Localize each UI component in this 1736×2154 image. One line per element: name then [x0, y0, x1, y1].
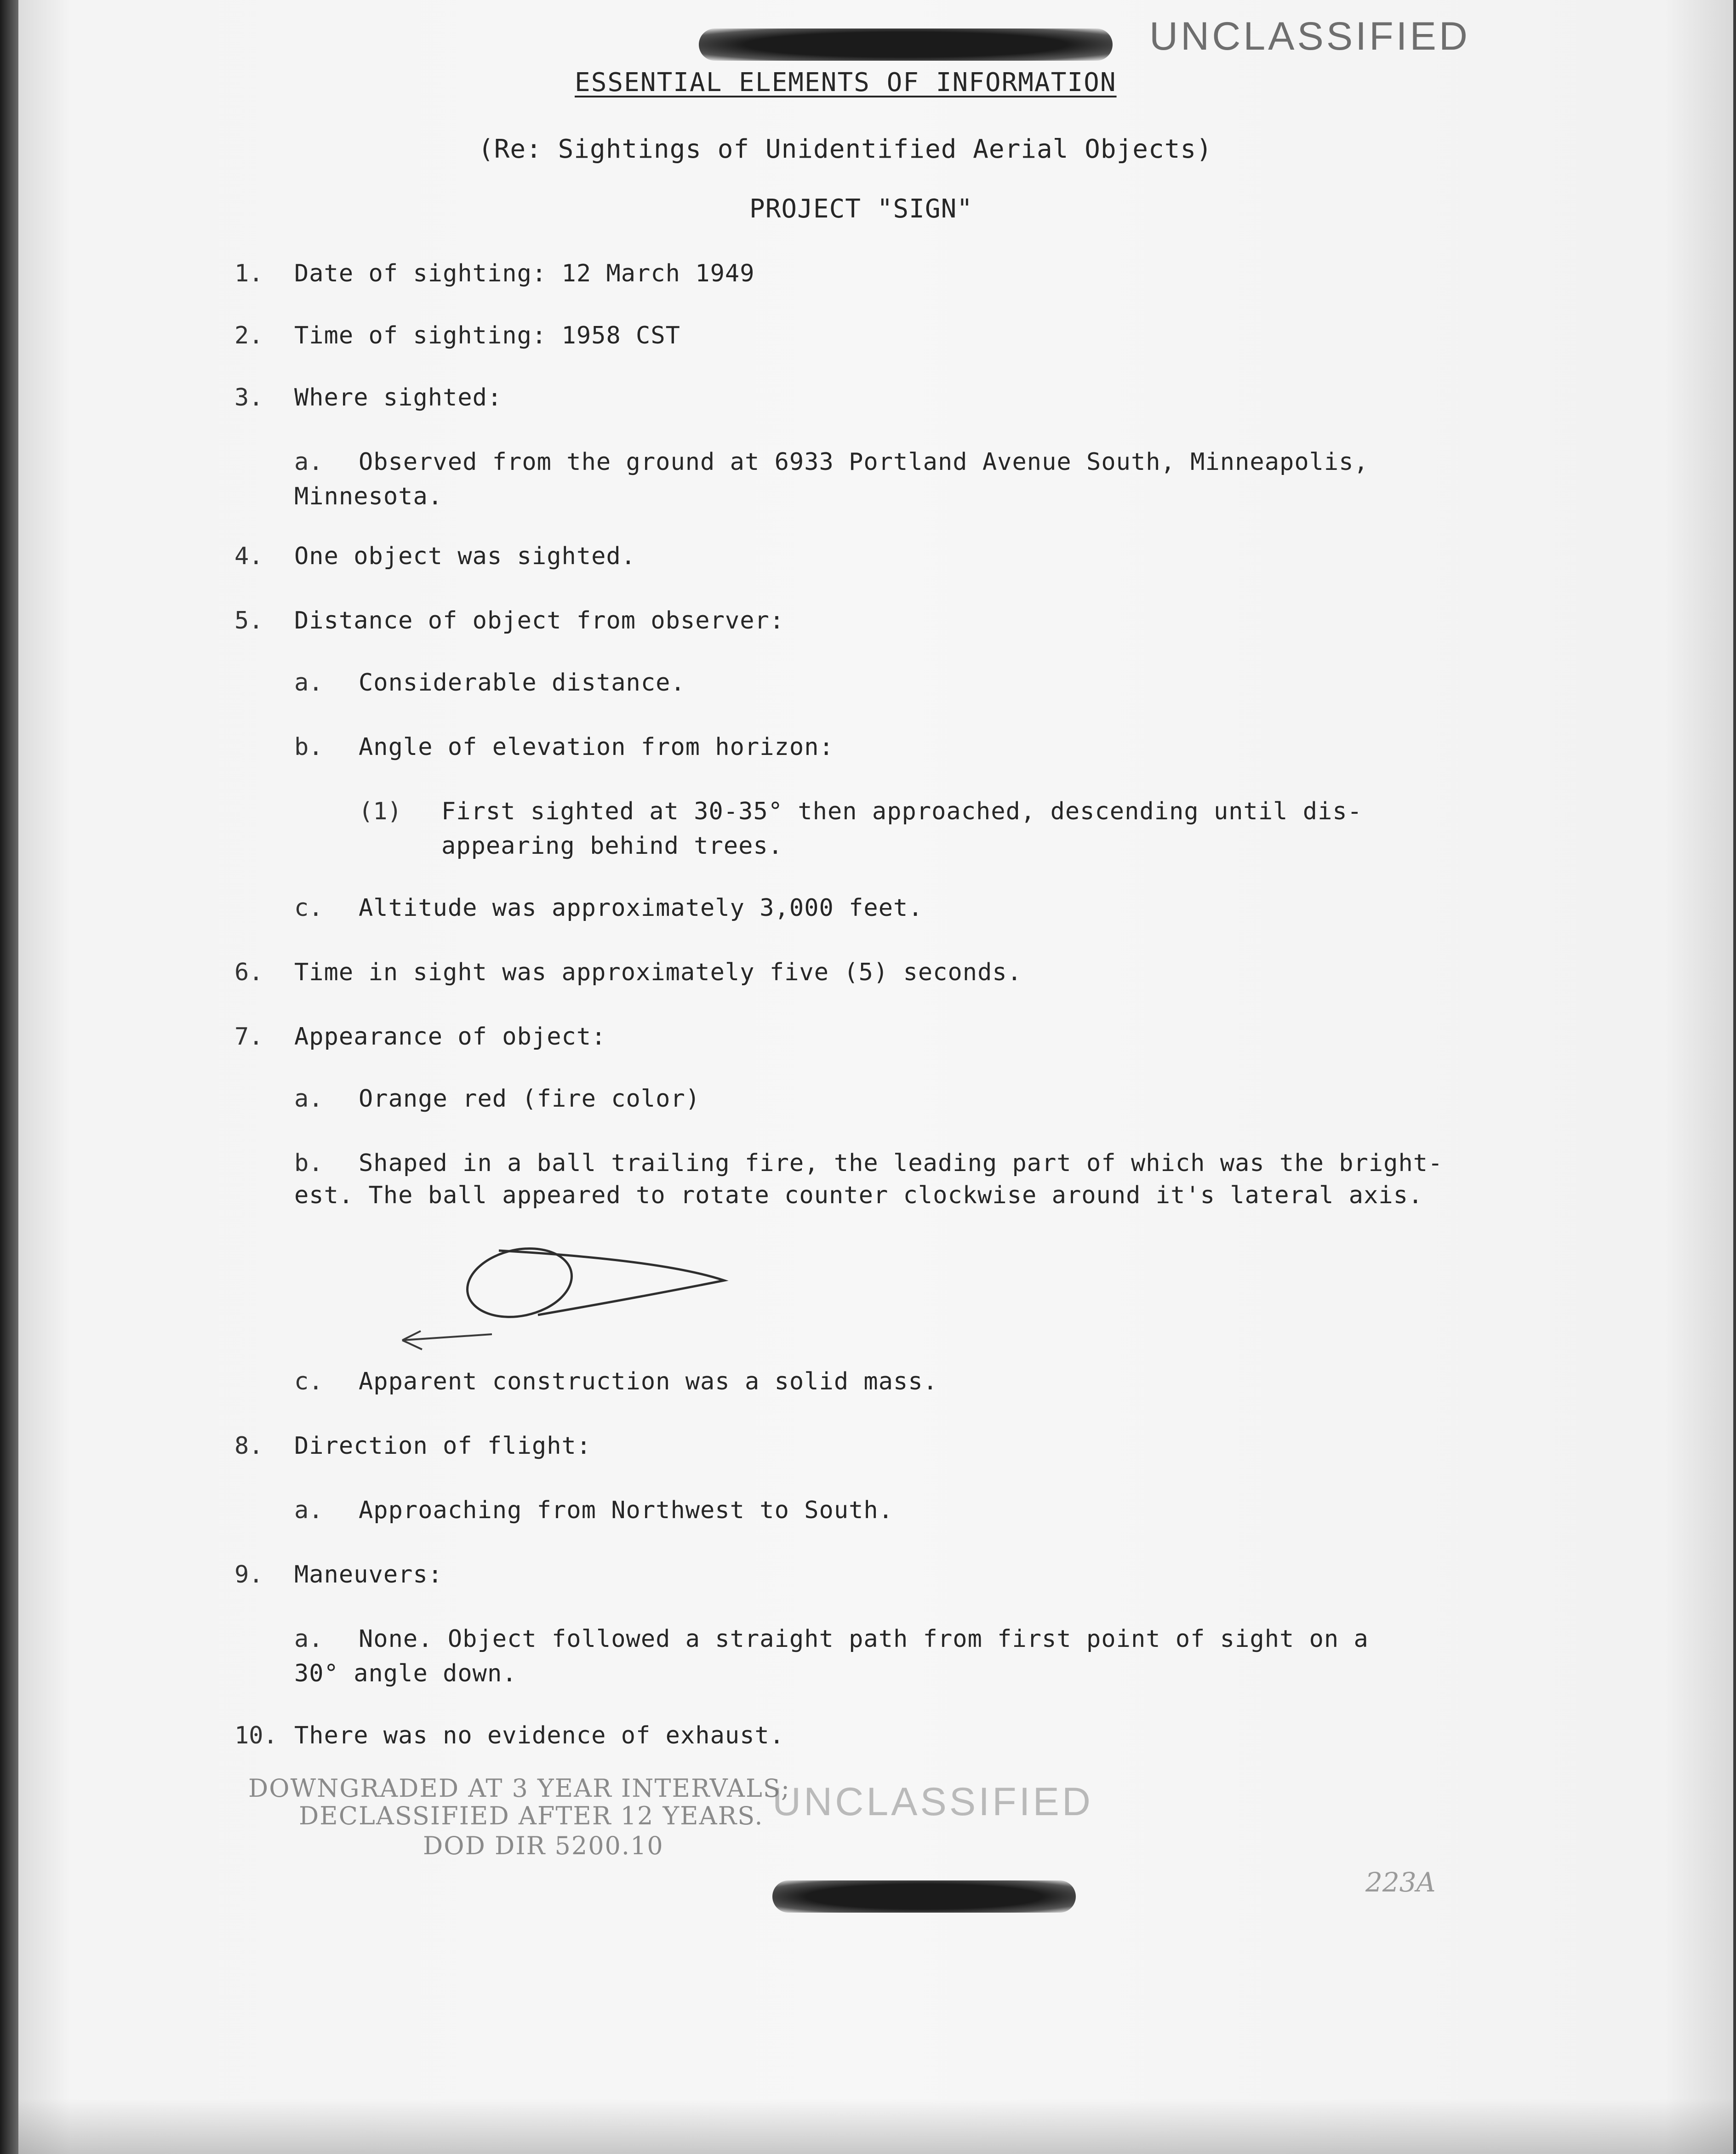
item-8a-text: Approaching from Northwest to South.: [359, 1497, 894, 1524]
item-8-text: Direction of flight:: [294, 1432, 592, 1460]
item-9a-line-1: None. Object followed a straight path from first point of sight on a: [359, 1625, 1369, 1653]
item-7a-number: a.: [294, 1085, 323, 1113]
fireball-sketch-ball: [461, 1240, 724, 1326]
document-page: [18, 0, 1733, 2154]
item-1-text: Date of sighting: 12 March 1949: [294, 260, 755, 287]
item-5c-number: c.: [294, 894, 323, 922]
item-7b-number: b.: [294, 1149, 323, 1177]
item-3a-line-2: Minnesota.: [294, 483, 443, 510]
item-3-number: 3.: [234, 384, 263, 411]
item-5a-number: a.: [294, 669, 323, 697]
scan-edge-bar: [0, 0, 18, 2154]
item-4-text: One object was sighted.: [294, 543, 636, 570]
classification-stamp-top: UNCLASSIFIED: [1149, 14, 1471, 58]
item-5b1-line-2: appearing behind trees.: [441, 832, 783, 860]
document-subtitle: (Re: Sightings of Unidentified Aerial Objects): [478, 134, 1212, 164]
item-5b1-number: (1): [359, 798, 402, 825]
item-7-number: 7.: [234, 1023, 263, 1051]
item-5b-text: Angle of elevation from horizon:: [359, 733, 834, 761]
item-5b-number: b.: [294, 733, 323, 761]
fireball-sketch: [386, 1228, 800, 1366]
downgrade-notice-line-3: DOD DIR 5200.10: [423, 1831, 664, 1860]
item-7c-number: c.: [294, 1368, 323, 1395]
item-9-text: Maneuvers:: [294, 1561, 443, 1588]
item-7-text: Appearance of object:: [294, 1023, 606, 1051]
item-3a-number: a.: [294, 448, 323, 476]
document-title: ESSENTIAL ELEMENTS OF INFORMATION: [575, 68, 1117, 97]
item-4-number: 4.: [234, 543, 263, 570]
redaction-bar-bottom: [772, 1880, 1076, 1913]
arrow-left-icon: [402, 1331, 492, 1349]
item-7c-text: Apparent construction was a solid mass.: [359, 1368, 938, 1395]
item-2-number: 2.: [234, 322, 263, 349]
downgrade-notice-line-2: DECLASSIFIED AFTER 12 YEARS.: [299, 1801, 764, 1830]
item-5a-text: Considerable distance.: [359, 669, 685, 697]
item-3a-line-1: Observed from the ground at 6933 Portland Avenue South, Minneapolis,: [359, 448, 1369, 476]
item-5b1-line-1: First sighted at 30-35° then approached, descending until dis-: [441, 798, 1363, 825]
item-5-number: 5.: [234, 607, 263, 634]
project-name: PROJECT "SIGN": [749, 194, 973, 224]
item-5c-text: Altitude was approximately 3,000 feet.: [359, 894, 923, 922]
redaction-bar-top: [699, 29, 1113, 61]
item-6-number: 6.: [234, 959, 263, 986]
item-2-text: Time of sighting: 1958 CST: [294, 322, 680, 349]
item-7b-line-1: Shaped in a ball trailing fire, the leading part of which was the bright-: [359, 1149, 1443, 1177]
classification-stamp-bottom: UNCLASSIFIED: [772, 1780, 1094, 1824]
item-9-number: 9.: [234, 1561, 263, 1588]
item-9a-number: a.: [294, 1625, 323, 1653]
item-10-number: 10.: [234, 1722, 278, 1749]
item-9a-line-2: 30° angle down.: [294, 1660, 517, 1687]
page-mark-handwritten: 223A: [1365, 1867, 1436, 1898]
item-8-number: 8.: [234, 1432, 263, 1460]
item-8a-number: a.: [294, 1497, 323, 1524]
item-1-number: 1.: [234, 260, 263, 287]
downgrade-notice-line-1: DOWNGRADED AT 3 YEAR INTERVALS;: [248, 1774, 791, 1803]
item-10-text: There was no evidence of exhaust.: [294, 1722, 785, 1749]
item-7a-text: Orange red (fire color): [359, 1085, 701, 1113]
item-3-text: Where sighted:: [294, 384, 503, 411]
item-6-text: Time in sight was approximately five (5) seconds.: [294, 959, 1022, 986]
scan-bottom-shadow: [18, 2099, 1733, 2154]
item-7b-line-2: est. The ball appeared to rotate counter clockwise around it's lateral axis.: [294, 1182, 1423, 1209]
item-5-text: Distance of object from observer:: [294, 607, 785, 634]
